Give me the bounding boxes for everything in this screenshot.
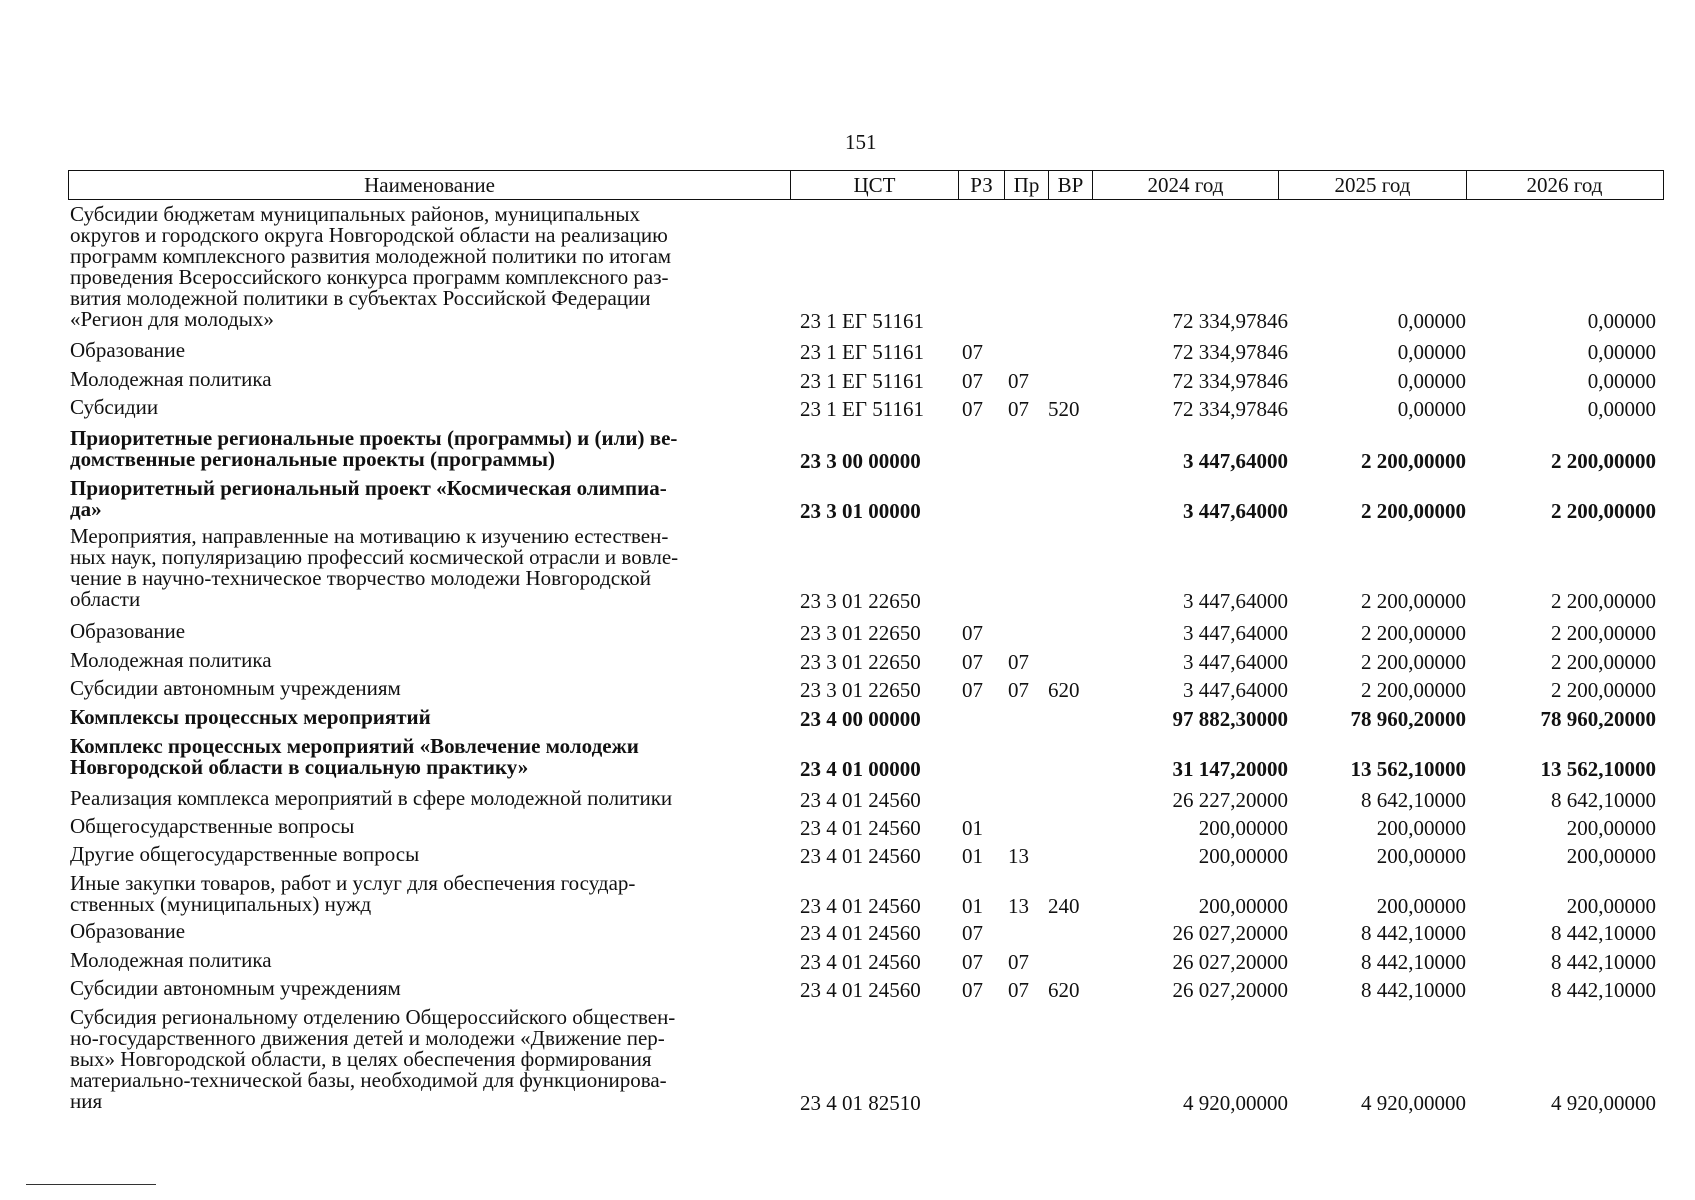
row-name: Образование [70,619,186,643]
cell-cst: 23 3 01 22650 [800,621,921,645]
cell-y2025: 4 920,00000 [1361,1091,1466,1115]
row-name: Образование [70,919,186,943]
cell-y2025: 8 442,10000 [1361,978,1466,1002]
header-2025: 2025 год [1279,171,1467,199]
cell-y2024: 72 334,97846 [1172,369,1288,393]
cell-y2026: 200,00000 [1566,894,1656,918]
cell-cst: 23 4 01 82510 [800,1091,921,1115]
cell-y2026: 8 442,10000 [1551,921,1656,945]
cell-y2025: 13 562,10000 [1350,757,1466,781]
cell-y2025: 200,00000 [1376,894,1466,918]
cell-y2026: 2 200,00000 [1551,678,1656,702]
cell-y2026: 0,00000 [1587,369,1656,393]
cell-y2025: 0,00000 [1397,340,1466,364]
cell-y2025: 0,00000 [1397,369,1466,393]
cell-pr: 07 [1008,369,1029,393]
cell-pr: 13 [1008,894,1029,918]
header-cst: ЦСТ [791,171,959,199]
cell-vr: 620 [1048,978,1080,1002]
cell-cst: 23 4 01 00000 [800,757,921,781]
cell-cst: 23 4 01 24560 [800,894,921,918]
cell-cst: 23 4 01 24560 [800,816,921,840]
row-name: Субсидии [70,395,159,419]
cell-y2024: 26 227,20000 [1172,788,1288,812]
row-name: Субсидия региональному отделению Общероссийского обществен- но-государственного движения детей и молодежи «Движение пер- вых» Новгородской области, в целях обеспечения формирования материально-технической базы, необходимой для функционирова- ния [70,1005,676,1113]
cell-y2024: 72 334,97846 [1172,340,1288,364]
cell-y2025: 2 200,00000 [1361,499,1466,523]
cell-cst: 23 4 01 24560 [800,921,921,945]
cell-y2025: 8 642,10000 [1361,788,1466,812]
row-name: Субсидии автономным учреждениям [70,676,401,700]
cell-y2026: 200,00000 [1566,844,1656,868]
cell-rz: 01 [962,894,983,918]
cell-y2025: 0,00000 [1397,309,1466,333]
cell-y2026: 13 562,10000 [1540,757,1656,781]
row-name: Иные закупки товаров, работ и услуг для обеспечения государ- ственных (муниципальных) нужд [70,871,636,916]
cell-y2025: 0,00000 [1397,397,1466,421]
cell-rz: 01 [962,844,983,868]
cell-y2024: 31 147,20000 [1172,757,1288,781]
cell-y2026: 200,00000 [1566,816,1656,840]
cell-y2025: 2 200,00000 [1361,449,1466,473]
cell-y2025: 2 200,00000 [1361,678,1466,702]
cell-cst: 23 4 01 24560 [800,950,921,974]
cell-rz: 07 [962,397,983,421]
table-header [68,170,1664,200]
cell-y2024: 200,00000 [1198,844,1288,868]
cell-pr: 07 [1008,650,1029,674]
cell-y2026: 0,00000 [1587,397,1656,421]
cell-y2025: 2 200,00000 [1361,589,1466,613]
cell-y2025: 2 200,00000 [1361,650,1466,674]
cell-y2024: 26 027,20000 [1172,978,1288,1002]
cell-pr: 07 [1008,397,1029,421]
cell-cst: 23 3 01 22650 [800,678,921,702]
cell-y2024: 26 027,20000 [1172,950,1288,974]
cell-pr: 07 [1008,678,1029,702]
cell-pr: 07 [1008,950,1029,974]
cell-y2025: 78 960,20000 [1350,707,1466,731]
row-name: Субсидии автономным учреждениям [70,976,401,1000]
cell-cst: 23 3 01 00000 [800,499,921,523]
cell-y2025: 8 442,10000 [1361,950,1466,974]
cell-y2024: 72 334,97846 [1172,397,1288,421]
cell-vr: 520 [1048,397,1080,421]
footer-line [26,1184,156,1185]
cell-cst: 23 1 ЕГ 51161 [800,397,924,421]
row-name: Комплекс процессных мероприятий «Вовлечение молодежи Новгородской области в социальную практику» [70,734,639,779]
cell-cst: 23 3 01 22650 [800,650,921,674]
row-name: Общегосударственные вопросы [70,814,355,838]
page-number: 151 [845,130,877,154]
cell-y2026: 2 200,00000 [1551,499,1656,523]
header-rz: РЗ [959,171,1005,199]
cell-y2026: 2 200,00000 [1551,621,1656,645]
cell-y2024: 26 027,20000 [1172,921,1288,945]
header-vr: ВР [1049,171,1093,199]
cell-y2024: 3 447,64000 [1183,678,1288,702]
cell-rz: 07 [962,921,983,945]
cell-rz: 07 [962,340,983,364]
row-name: Приоритетный региональный проект «Космическая олимпиа- да» [70,476,667,521]
cell-y2026: 78 960,20000 [1540,707,1656,731]
cell-rz: 07 [962,369,983,393]
cell-y2026: 2 200,00000 [1551,449,1656,473]
cell-y2026: 2 200,00000 [1551,650,1656,674]
cell-cst: 23 1 ЕГ 51161 [800,340,924,364]
cell-y2024: 3 447,64000 [1183,499,1288,523]
cell-y2024: 4 920,00000 [1183,1091,1288,1115]
cell-y2024: 97 882,30000 [1172,707,1288,731]
cell-y2025: 8 442,10000 [1361,921,1466,945]
cell-cst: 23 4 00 00000 [800,707,921,731]
cell-pr: 07 [1008,978,1029,1002]
cell-y2025: 200,00000 [1376,816,1466,840]
row-name: Другие общегосударственные вопросы [70,842,420,866]
cell-y2024: 3 447,64000 [1183,621,1288,645]
row-name: Субсидии бюджетам муниципальных районов, муниципальных округов и городского округа Новгородской области на реализацию программ комплексного развития молодежной политики по итогам проведения Всероссийского конкурса программ комплексного раз- вития молодежной политики в субъектах Российской Федерации «Регион для молодых» [70,202,672,331]
cell-cst: 23 3 00 00000 [800,449,921,473]
cell-y2026: 0,00000 [1587,340,1656,364]
row-name: Мероприятия, направленные на мотивацию к изучению естествен- ных наук, популяризацию профессий космической отрасли и вовле- чение в научно-техническое творчество молодежи Новгородской области [70,524,679,611]
cell-cst: 23 3 01 22650 [800,589,921,613]
cell-rz: 07 [962,621,983,645]
cell-y2024: 200,00000 [1198,816,1288,840]
cell-vr: 240 [1048,894,1080,918]
header-2026: 2026 год [1526,173,1603,197]
cell-y2025: 2 200,00000 [1361,621,1466,645]
row-name: Молодежная политика [70,367,272,391]
cell-y2024: 3 447,64000 [1183,650,1288,674]
cell-cst: 23 1 ЕГ 51161 [800,309,924,333]
cell-rz: 07 [962,978,983,1002]
cell-rz: 07 [962,678,983,702]
row-name: Образование [70,338,186,362]
cell-y2026: 8 442,10000 [1551,950,1656,974]
header-name: Наименование [69,171,791,199]
cell-cst: 23 4 01 24560 [800,978,921,1002]
row-name: Молодежная политика [70,648,272,672]
cell-rz: 01 [962,816,983,840]
cell-y2026: 4 920,00000 [1551,1091,1656,1115]
cell-y2024: 3 447,64000 [1183,449,1288,473]
cell-y2026: 8 442,10000 [1551,978,1656,1002]
cell-rz: 07 [962,650,983,674]
cell-y2024: 3 447,64000 [1183,589,1288,613]
cell-y2026: 0,00000 [1587,309,1656,333]
row-name: Комплексы процессных мероприятий [70,705,431,729]
cell-y2025: 200,00000 [1376,844,1466,868]
row-name: Молодежная политика [70,948,272,972]
cell-y2026: 8 642,10000 [1551,788,1656,812]
header-2024: 2024 год [1093,171,1279,199]
cell-pr: 13 [1008,844,1029,868]
cell-vr: 620 [1048,678,1080,702]
cell-y2024: 72 334,97846 [1172,309,1288,333]
row-name: Реализация комплекса мероприятий в сфере молодежной политики [70,786,673,810]
row-name: Приоритетные региональные проекты (программы) и (или) ве- домственные региональные проекты (программы) [70,426,678,471]
cell-cst: 23 4 01 24560 [800,788,921,812]
header-pr: Пр [1005,171,1049,199]
cell-cst: 23 1 ЕГ 51161 [800,369,924,393]
cell-y2024: 200,00000 [1198,894,1288,918]
cell-y2026: 2 200,00000 [1551,589,1656,613]
cell-cst: 23 4 01 24560 [800,844,921,868]
cell-rz: 07 [962,950,983,974]
